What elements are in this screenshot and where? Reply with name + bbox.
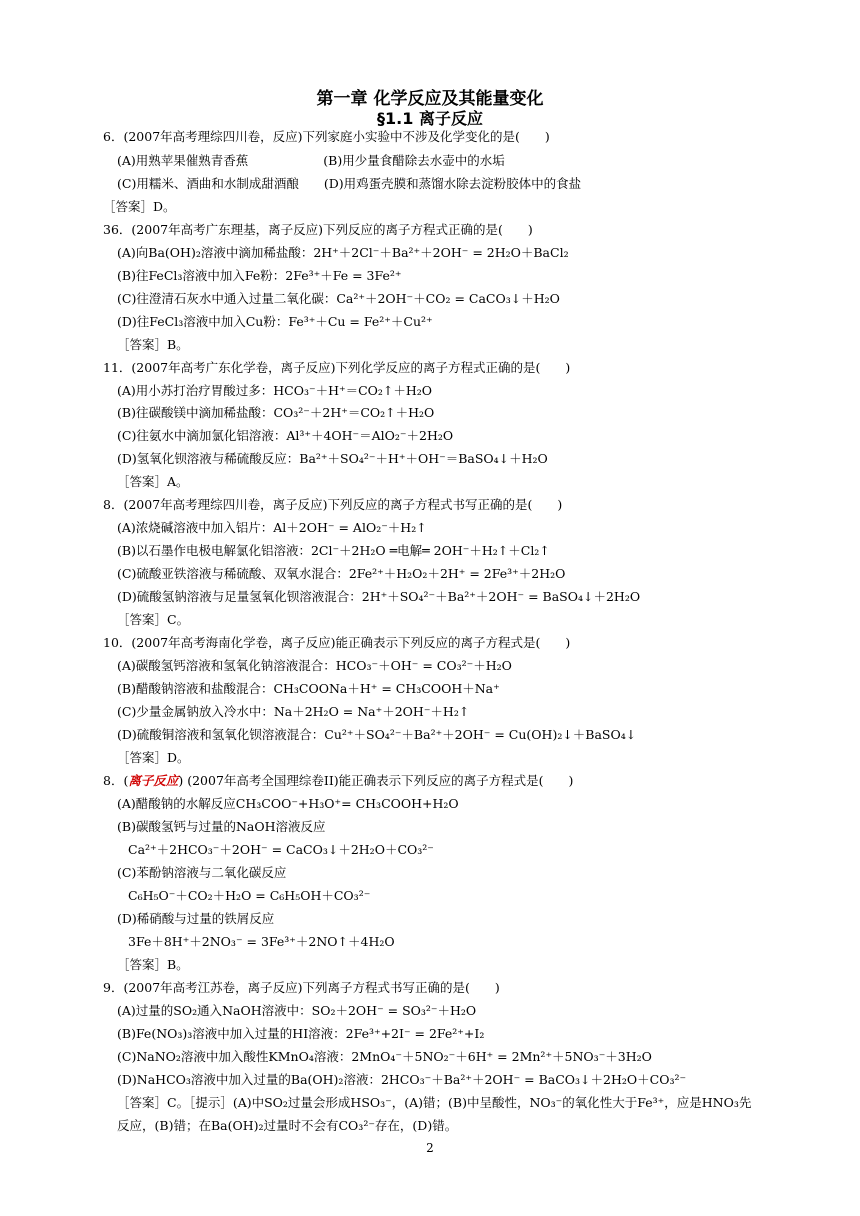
answer-hint-line: 反应，(B)错；在Ba(OH)₂过量时不会有CO₃²⁻存在，(D)错。 (117, 1118, 458, 1133)
option-line: (B)醋酸钠溶液和盐酸混合：CH₃COONa＋H⁺ = CH₃COOH＋Na⁺ (117, 681, 500, 696)
question-11: 11．(2007年高考广东化学卷，离子反应)下列化学反应的离子方程式正确的是( ) (103, 360, 571, 375)
highlight-label: 离子反应 (128, 773, 179, 788)
option-line: (A)浓烧碱溶液中加入铝片：Al＋2OH⁻ = AlO₂⁻＋H₂↑ (117, 520, 427, 535)
option-line: (D)氢氧化钡溶液与稀硫酸反应：Ba²⁺＋SO₄²⁻＋H⁺＋OH⁻＝BaSO₄↓＋H₂O (117, 451, 548, 466)
question-9: 9．(2007年高考江苏卷，离子反应)下列离子方程式书写正确的是( ) (103, 980, 500, 995)
equation-line: Ca²⁺＋2HCO₃⁻＋2OH⁻ = CaCO₃↓＋2H₂O＋CO₃²⁻ (128, 842, 434, 857)
option-line: (B)往FeCl₃溶液中加入Fe粉：2Fe³⁺＋Fe = 3Fe²⁺ (117, 268, 402, 283)
equation-line: C₆H₅O⁻＋CO₂＋H₂O = C₆H₅OH＋CO₃²⁻ (128, 888, 371, 903)
option-line: (D)硫酸铜溶液和氢氧化钡溶液混合：Cu²⁺＋SO₄²⁻＋Ba²⁺＋2OH⁻ = Cu(OH)₂↓＋BaSO₄↓ (117, 727, 637, 742)
section-title: §1.1 离子反应 (377, 109, 483, 128)
option-line: (A)用熟苹果催熟青香蕉 (B)用少量食醋除去水壶中的水垢 (117, 153, 505, 168)
answer-line: ［答案］B。 (117, 337, 189, 352)
question-8: 8．(2007年高考理综四川卷，离子反应)下列反应的离子方程式书写正确的是( ) (103, 497, 563, 512)
option-line: (A)醋酸钠的水解反应CH₃COO⁻+H₃O⁺= CH₃COOH+H₂O (117, 796, 459, 811)
option-line: (B)碳酸氢钙与过量的NaOH溶液反应 (117, 819, 326, 834)
option-line: (B)Fe(NO₃)₃溶液中加入过量的HI溶液：2Fe³⁺+2I⁻ = 2Fe²⁺+I₂ (117, 1026, 485, 1041)
question-8-national: 8．(离子反应) (2007年高考全国理综卷II)能正确表示下列反应的离子方程式是( ) (103, 773, 574, 788)
option-line: (D)硫酸氢钠溶液与足量氢氧化钡溶液混合：2H⁺＋SO₄²⁻＋Ba²⁺＋2OH⁻ = BaSO₄↓＋2H₂O (117, 589, 641, 604)
option-line: (D)往FeCl₃溶液中加入Cu粉：Fe³⁺＋Cu = Fe²⁺＋Cu²⁺ (117, 314, 433, 329)
answer-hint-line: ［答案］C。［提示］(A)中SO₂过量会形成HSO₃⁻，(A)错；(B)中呈酸性，NO₃⁻的氧化性大于Fe³⁺，应是HNO₃先 (117, 1095, 752, 1110)
option-line: (A)向Ba(OH)₂溶液中滴加稀盐酸：2H⁺＋2Cl⁻＋Ba²⁺＋2OH⁻ = 2H₂O＋BaCl₂ (117, 245, 569, 260)
answer-line: ［答案］D。 (117, 750, 190, 765)
option-line: (C)硫酸亚铁溶液与稀硫酸、双氧水混合：2Fe²⁺＋H₂O₂＋2H⁺ = 2Fe³⁺＋2H₂O (117, 566, 566, 581)
equation-line: 3Fe＋8H⁺＋2NO₃⁻ = 3Fe³⁺＋2NO↑＋4H₂O (128, 934, 395, 949)
answer-line: ［答案］A。 (117, 474, 189, 489)
option-line: (D)NaHCO₃溶液中加入过量的Ba(OH)₂溶液：2HCO₃⁻＋Ba²⁺＋2OH⁻ = BaCO₃↓＋2H₂O＋CO₃²⁻ (117, 1072, 687, 1087)
answer-line: ［答案］D。 (103, 199, 176, 214)
option-line: (A)碳酸氢钙溶液和氢氧化钠溶液混合：HCO₃⁻＋OH⁻ = CO₃²⁻＋H₂O (117, 658, 512, 673)
option-line: (A)过量的SO₂通入NaOH溶液中：SO₂＋2OH⁻ = SO₃²⁻＋H₂O (117, 1003, 477, 1018)
question-6: 6．(2007年高考理综四川卷，反应)下列家庭小实验中不涉及化学变化的是( ) (103, 129, 550, 144)
answer-line: ［答案］B。 (117, 957, 189, 972)
option-line: (C)用糯米、酒曲和水制成甜酒酿 (D)用鸡蛋壳膜和蒸馏水除去淀粉胶体中的食盐 (117, 176, 582, 191)
chapter-title: 第一章 化学反应及其能量变化 (316, 89, 544, 109)
option-line: (C)往澄清石灰水中通入过量二氧化碳：Ca²⁺＋2OH⁻＋CO₂ = CaCO₃↓＋H₂O (117, 291, 560, 306)
question-10: 10．(2007年高考海南化学卷，离子反应)能正确表示下列反应的离子方程式是( ) (103, 635, 571, 650)
option-line: (C)苯酚钠溶液与二氧化碳反应 (117, 865, 287, 880)
answer-line: ［答案］C。 (117, 612, 190, 627)
option-line: (B)以石墨作电极电解氯化铝溶液：2Cl⁻＋2H₂O ═电解═ 2OH⁻＋H₂↑＋Cl₂↑ (117, 543, 550, 558)
page-number: 2 (426, 1141, 434, 1155)
option-line: (C)少量金属钠放入冷水中：Na＋2H₂O = Na⁺＋2OH⁻＋H₂↑ (117, 704, 470, 719)
option-line: (A)用小苏打治疗胃酸过多：HCO₃⁻＋H⁺＝CO₂↑＋H₂O (117, 383, 433, 398)
option-line: (B)往碳酸镁中滴加稀盐酸：CO₃²⁻＋2H⁺＝CO₂↑＋H₂O (117, 405, 435, 420)
option-line: (C)NaNO₂溶液中加入酸性KMnO₄溶液：2MnO₄⁻＋5NO₂⁻＋6H⁺ = 2Mn²⁺＋5NO₃⁻＋3H₂O (117, 1049, 652, 1064)
question-36: 36．(2007年高考广东理基，离子反应)下列反应的离子方程式正确的是( ) (103, 222, 533, 237)
option-line: (D)稀硝酸与过量的铁屑反应 (117, 911, 275, 926)
option-line: (C)往氨水中滴加氯化铝溶液：Al³⁺＋4OH⁻＝AlO₂⁻＋2H₂O (117, 428, 454, 443)
